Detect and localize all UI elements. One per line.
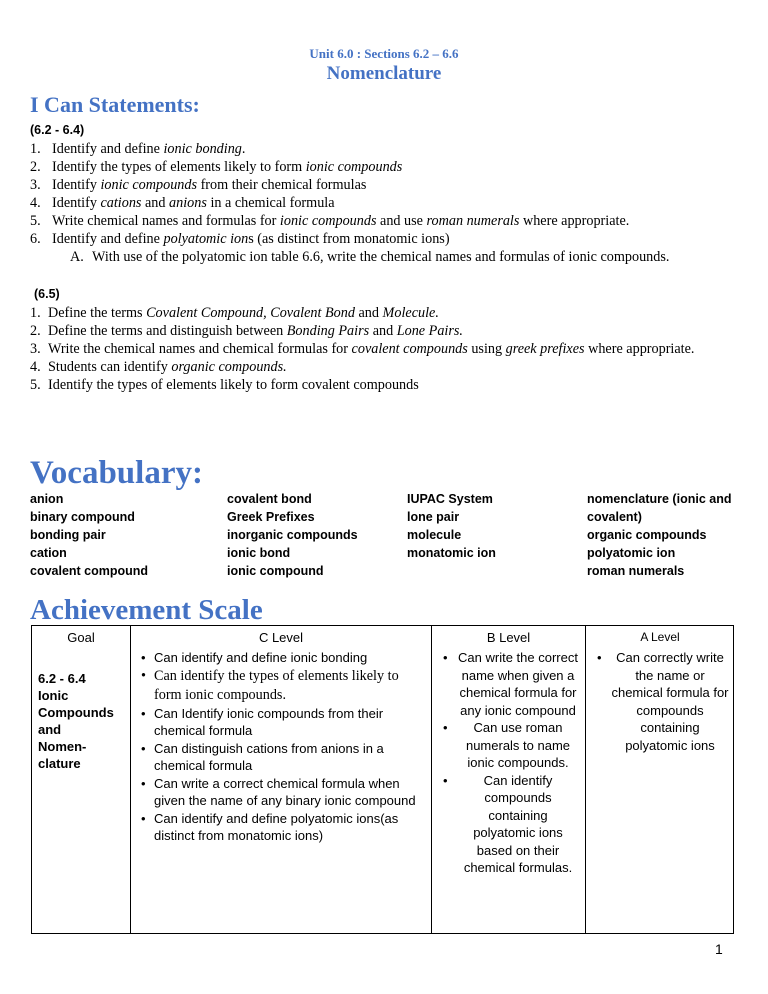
c-level-list — [140, 649, 422, 845]
item-text: where appropriate. — [519, 213, 630, 229]
i-can-item — [30, 340, 750, 358]
document-title: Nomenclature — [326, 63, 442, 84]
item-number: 2. — [30, 159, 41, 175]
goal-line: Nomen- — [38, 739, 87, 754]
i-can-list-2 — [30, 304, 750, 394]
item-number: 1. — [30, 305, 41, 321]
i-can-item — [30, 212, 750, 230]
item-number: 2. — [30, 323, 41, 339]
column-divider — [130, 626, 131, 933]
i-can-item — [30, 194, 750, 212]
vocab-term: ionic compound — [227, 564, 324, 578]
vocab-term: ionic bond — [227, 546, 291, 560]
item-text: Identify and define — [52, 141, 164, 157]
item-number: 6. — [30, 231, 41, 247]
item-text: Identify the types of elements likely to form covalent compounds — [48, 377, 419, 393]
item-text: ionic bonding — [163, 141, 242, 157]
goal-line: 6.2 - 6.4 — [38, 671, 86, 686]
item-text: Write chemical names and formulas for — [52, 213, 280, 229]
item-text: greek prefixes — [505, 341, 585, 357]
item-text: polyatomic ion — [163, 231, 249, 247]
goal-line: and — [38, 722, 62, 737]
header-c-level: C Level — [258, 630, 304, 645]
item-text: cations — [100, 195, 142, 211]
a-level-item: • Can correctly write the name or chemical formula for compounds containing polyatomic ions — [596, 649, 730, 754]
item-text: Covalent Compound, Covalent Bond — [146, 305, 355, 321]
item-number: 4. — [30, 359, 41, 375]
b-level-item: • Can use roman numerals to name ionic compounds. — [442, 719, 580, 772]
item-text: Students can identify — [48, 359, 172, 375]
sub-item-label: A. — [70, 249, 84, 265]
item-text: using — [467, 341, 506, 357]
section-label-6-5: (6.5) — [34, 287, 60, 301]
item-text: ionic compounds — [100, 177, 198, 193]
vocab-term: monatomic ion — [407, 546, 496, 560]
item-number: 1. — [30, 141, 41, 157]
vocab-term: binary compound — [30, 510, 135, 524]
vocab-term: cation — [30, 546, 67, 560]
item-number: 3. — [30, 341, 41, 357]
vocab-column-2 — [227, 490, 358, 580]
item-text: s (as distinct from monatomic ions) — [248, 231, 450, 247]
c-level-item: • Can identify and define polyatomic ions(as distinct from monatomic ions) — [140, 810, 422, 845]
item-text: covalent compounds — [351, 341, 468, 357]
item-number: 5. — [30, 213, 41, 229]
a-level-list — [596, 649, 730, 754]
vocabulary-heading: Vocabulary: — [30, 455, 203, 491]
achievement-scale-table — [31, 625, 734, 934]
c-level-item: • Can write a correct chemical formula when given the name of any binary ionic compound — [140, 775, 422, 810]
vocab-term: anion — [30, 492, 64, 506]
item-text: Identify the types of elements likely to form — [52, 159, 306, 175]
vocab-term: bonding pair — [30, 528, 106, 542]
item-text: Identify and define — [52, 231, 164, 247]
vocab-term: polyatomic ion — [587, 546, 676, 560]
item-text: in a chemical formula — [206, 195, 335, 211]
vocab-term: nomenclature (ionic and — [587, 492, 732, 506]
item-text: and — [369, 323, 397, 339]
header-a-level: A Level — [640, 630, 680, 644]
page-number: 1 — [715, 941, 723, 957]
item-number: 5. — [30, 377, 41, 393]
column-divider — [431, 626, 432, 933]
vocab-term: lone pair — [407, 510, 460, 524]
i-can-item — [30, 358, 750, 376]
item-text: roman numerals — [426, 213, 520, 229]
vocab-term: molecule — [407, 528, 462, 542]
item-text: Identify — [52, 177, 101, 193]
item-text: ionic compounds — [279, 213, 377, 229]
item-number: 3. — [30, 177, 41, 193]
vocab-column-4 — [587, 490, 731, 580]
section-label-6-2-6-4: (6.2 - 6.4) — [30, 123, 85, 137]
item-text: and use — [376, 213, 427, 229]
item-text: Define the terms and distinguish between — [48, 323, 287, 339]
item-text: organic compounds. — [171, 359, 287, 375]
c-level-item: • Can Identify ionic compounds from their chemical formula — [140, 705, 422, 740]
b-level-item: • Can identify compounds containing polyatomic ions based on their chemical formulas. — [442, 772, 580, 877]
item-text: where appropriate. — [584, 341, 695, 357]
item-text: Identify — [52, 195, 101, 211]
goal-cell — [38, 670, 128, 772]
i-can-heading: I Can Statements: — [30, 92, 200, 117]
item-text: and — [354, 305, 383, 321]
item-text: Define the terms — [48, 305, 147, 321]
vocab-term: organic compounds — [587, 528, 707, 542]
vocab-term: covalent compound — [30, 564, 149, 578]
unit-line: Unit 6.0 : Sections 6.2 – 6.6 — [309, 46, 459, 61]
c-level-item: • Can identify and define ionic bonding — [140, 649, 422, 667]
i-can-item — [30, 140, 750, 158]
item-text: from their chemical formulas — [197, 177, 367, 193]
item-number: 4. — [30, 195, 41, 211]
vocab-column-1 — [30, 490, 148, 580]
i-can-item — [30, 158, 750, 176]
sub-item-text: With use of the polyatomic ion table 6.6, write the chemical names and formulas of ionic compounds. — [92, 249, 670, 265]
header-goal: Goal — [67, 630, 95, 645]
i-can-item — [30, 376, 750, 394]
item-text: Write the chemical names and chemical formulas for — [48, 341, 352, 357]
vocab-term: covalent bond — [227, 492, 312, 506]
b-level-list — [442, 649, 580, 877]
i-can-item — [30, 176, 750, 194]
item-text: ionic compounds — [305, 159, 403, 175]
i-can-item — [30, 322, 750, 340]
item-text: . — [241, 141, 246, 157]
i-can-item — [30, 230, 750, 248]
item-text: Molecule. — [382, 305, 439, 321]
item-text: Lone Pairs. — [396, 323, 463, 339]
c-level-item: • Can identify the types of elements likely to form ionic compounds. — [140, 667, 422, 705]
achievement-scale-heading: Achievement Scale — [30, 594, 263, 626]
vocab-term: Greek Prefixes — [227, 510, 315, 524]
vocab-term: inorganic compounds — [227, 528, 358, 542]
goal-line: Compounds — [38, 705, 114, 720]
goal-line: clature — [38, 756, 81, 771]
c-level-item: • Can distinguish cations from anions in a chemical formula — [140, 740, 422, 775]
i-can-sub-item — [70, 248, 730, 266]
vocab-term: IUPAC System — [407, 492, 493, 506]
i-can-list-1 — [30, 140, 750, 248]
header-b-level: B Level — [486, 630, 531, 645]
vocab-term: covalent) — [587, 510, 642, 524]
i-can-item — [30, 304, 750, 322]
b-level-item: • Can write the correct name when given a chemical formula for any ionic compound — [442, 649, 580, 719]
item-text: anions — [169, 195, 207, 211]
item-text: and — [141, 195, 170, 211]
vocab-column-3 — [407, 490, 496, 562]
goal-line: Ionic — [38, 688, 69, 703]
column-divider — [585, 626, 586, 933]
vocab-term: roman numerals — [587, 564, 685, 578]
item-text: Bonding Pairs — [286, 323, 370, 339]
